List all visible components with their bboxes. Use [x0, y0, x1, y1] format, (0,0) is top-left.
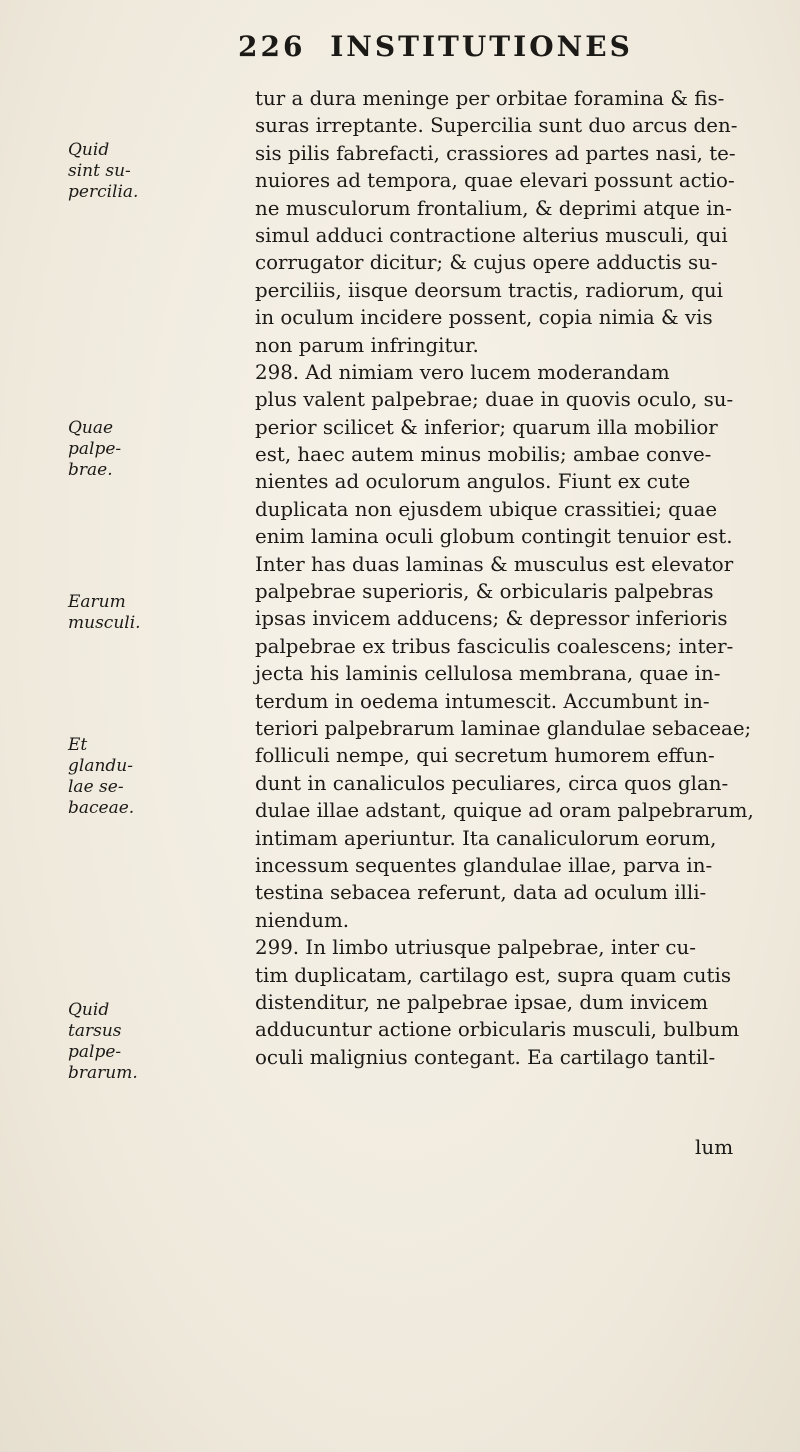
margin-note-line: percilia. [68, 182, 139, 202]
text-line: niendum. [255, 907, 350, 932]
text-line: 298. Ad nimiam vero lucem moderandam [255, 359, 670, 384]
text-line: palpebrae ex tribus fasciculis coalescens; inter- [255, 633, 734, 658]
margin-note-quae-palpebrae [68, 418, 186, 481]
text-line: perciliis, iisque deorsum tractis, radiorum, qui [255, 277, 723, 302]
text-line: plus valent palpebrae; duae in quovis oculo, su- [255, 387, 734, 412]
text-line: folliculi nempe, qui secretum humorem effun- [255, 743, 715, 768]
margin-note-line: glandu- [68, 756, 133, 776]
text-line: suras irreptante. Supercilia sunt duo arcus den- [255, 113, 738, 138]
margin-note-line: musculi. [68, 613, 141, 633]
text-line: ne musculorum frontalium, & deprimi atque in- [255, 195, 733, 220]
text-line: jecta his laminis cellulosa membrana, quae in- [255, 661, 721, 686]
running-header [238, 30, 633, 63]
margin-note-line: baceae. [68, 798, 135, 818]
text-line: adducuntur actione orbicularis musculi, bulbum [255, 1017, 740, 1042]
margin-note-quid-sint [68, 140, 186, 203]
margin-note-line: lae se- [68, 777, 124, 797]
margin-note-line: Earum [68, 592, 126, 612]
margin-note-line: palpe- [68, 439, 122, 459]
text-line: palpebrae superioris, & orbicularis palpebras [255, 579, 714, 604]
margin-note-earum-musculi [68, 592, 186, 634]
text-line: dulae illae adstant, quique ad oram palpebrarum, [255, 798, 754, 823]
text-line: ipsas invicem adducens; & depressor inferioris [255, 606, 728, 631]
text-line: enim lamina oculi globum contingit tenuior est. [255, 524, 733, 549]
text-line: intimam aperiuntur. Ita canaliculorum eorum, [255, 825, 717, 850]
text-line: tim duplicatam, cartilago est, supra quam cutis [255, 962, 731, 987]
text-line: nientes ad oculorum angulos. Fiunt ex cute [255, 469, 691, 494]
margin-note-quid-tarsus [68, 1000, 186, 1084]
margin-note-line: brarum. [68, 1063, 138, 1083]
margin-note-line: Quid [68, 140, 110, 160]
running-title: INSTITUTIONES [330, 30, 633, 63]
text-line: in oculum incidere possent, copia nimia & vis [255, 305, 713, 330]
catchword: lum [695, 1135, 734, 1159]
text-line: non parum infringitur. [255, 332, 479, 357]
text-line: Inter has duas laminas & musculus est elevator [255, 551, 734, 576]
text-line: perior scilicet & inferior; quarum illa mobilior [255, 414, 718, 439]
text-line: sis pilis fabrefacti, crassiores ad partes nasi, te- [255, 140, 736, 165]
text-line: incessum sequentes glandulae illae, parva in- [255, 852, 713, 877]
text-line: teriori palpebrarum laminae glandulae sebaceae; [255, 715, 752, 740]
text-line: tur a dura meninge per orbitae foramina & fis- [255, 86, 725, 110]
margin-note-line: Quae [68, 418, 114, 438]
text-line: 299. In limbo utriusque palpebrae, inter cu- [255, 935, 696, 960]
text-line: nuiores ad tempora, quae elevari possunt actio- [255, 168, 735, 193]
text-line: testina sebacea referunt, data ad oculum illi- [255, 880, 707, 905]
text-line: distenditur, ne palpebrae ipsae, dum invicem [255, 989, 709, 1014]
text-line: terdum in oedema intumescit. Accumbunt in- [255, 688, 710, 713]
margin-note-et-glandulae [68, 735, 186, 819]
text-line: dunt in canaliculos peculiares, circa quos glan- [255, 770, 729, 795]
text-line: est, haec autem minus mobilis; ambae conve- [255, 442, 712, 467]
margin-note-line: sint su- [68, 161, 131, 181]
margin-note-line: tarsus [68, 1021, 122, 1041]
body-text [255, 85, 775, 1071]
text-line: oculi malignius contegant. Ea cartilago tantil- [255, 1044, 716, 1069]
margin-note-line: brae. [68, 460, 113, 480]
margin-note-line: Et [68, 735, 88, 755]
margin-note-line: palpe- [68, 1042, 122, 1062]
text-line: corrugator dicitur; & cujus opere adductis su- [255, 250, 718, 275]
text-line: duplicata non ejusdem ubique crassitiei; quae [255, 496, 718, 521]
margin-note-line: Quid [68, 1000, 110, 1020]
text-line: simul adduci contractione alterius musculi, qui [255, 222, 728, 247]
page-number: 226 [238, 30, 306, 63]
